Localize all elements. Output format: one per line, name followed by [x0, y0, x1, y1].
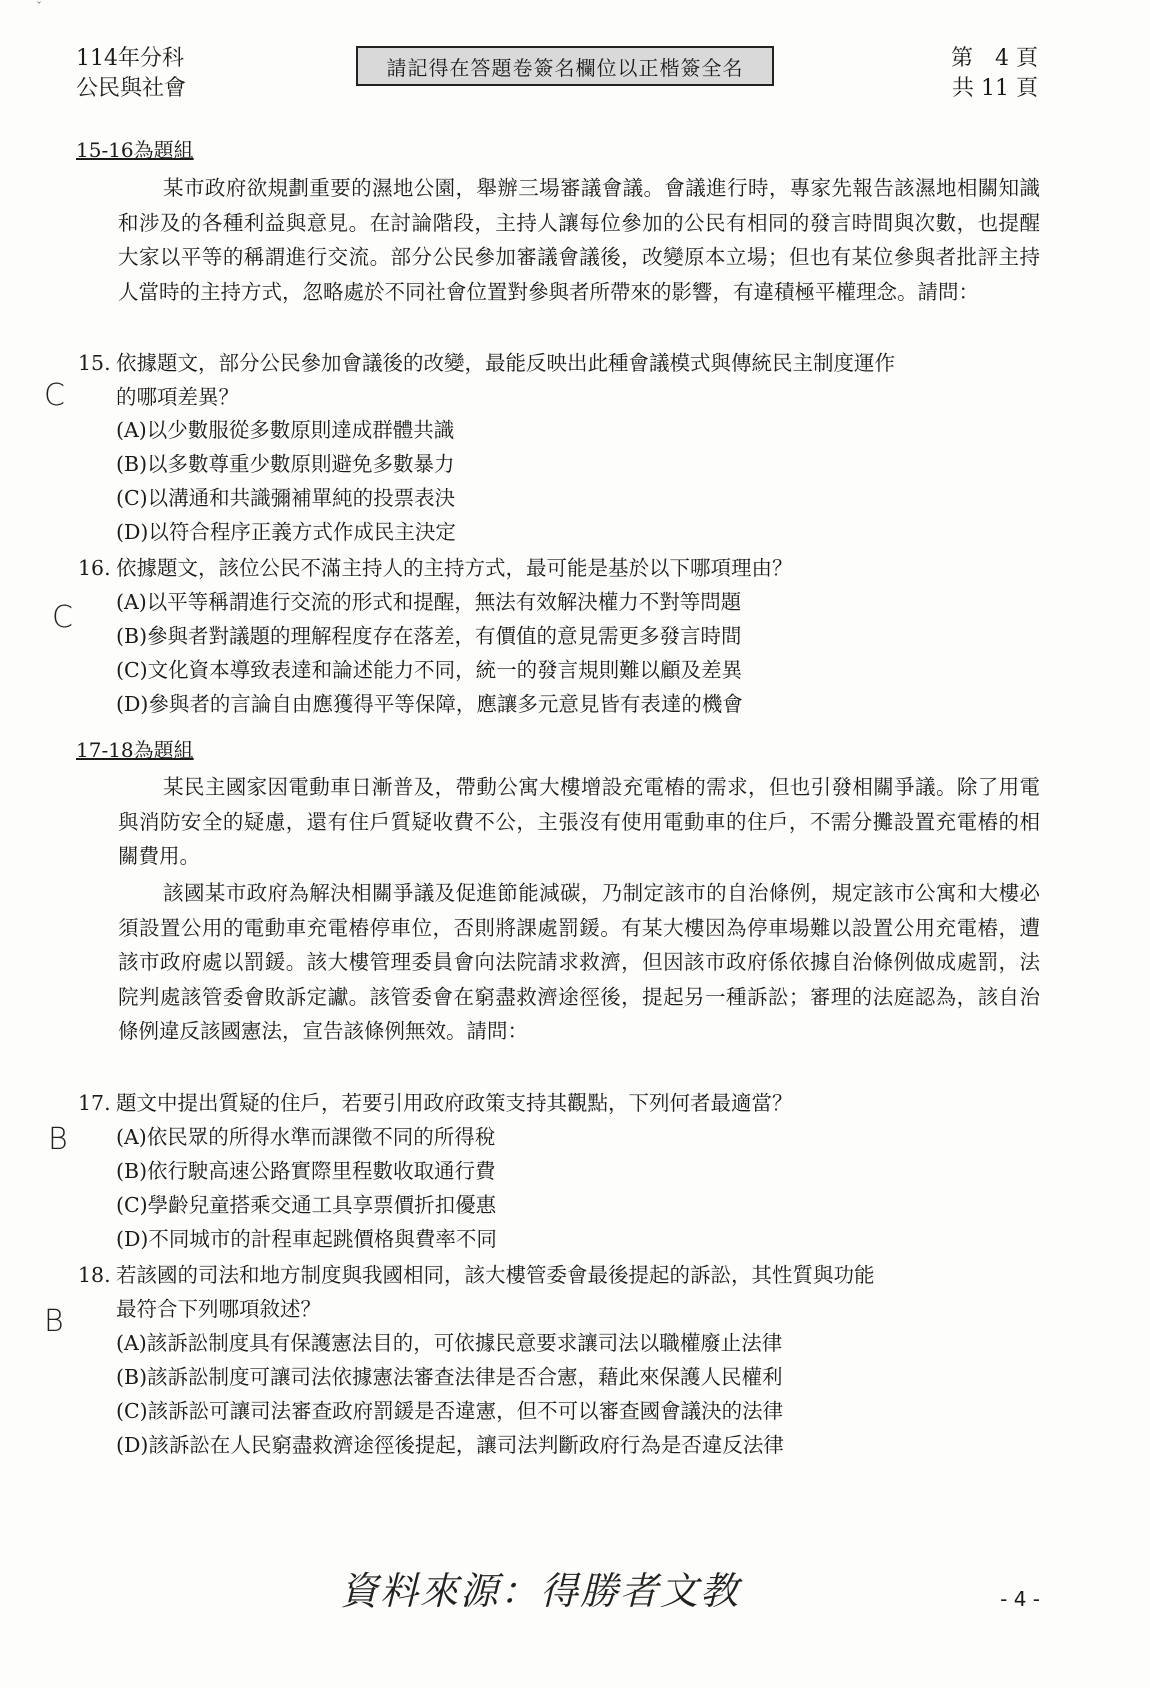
q15-option-b: (B)以多數尊重少數原則避免多數暴力 [116, 452, 455, 476]
handwritten-answer-18: B [44, 1304, 64, 1339]
passage-15-16: 某市政府欲規劃重要的濕地公園，舉辦三場審議會議。會議進行時，專家先報告該濕地相關知識和涉及的各種利益與意見。在討論階段，主持人讓每位參加的公民有相同的發言時間與次數，也提醒大家以平等的稱謂進行交流。部分公民參加審議會議後，改變原本立場；但也有某位參與者批評主持人當時的主持方式，忽略處於不同社會位置對參與者所帶來的影響，有違積極平權理念。請問： [118, 176, 1040, 304]
q16-option-c: (C)文化資本導致表達和論述能力不同，統一的發言規則難以顧及差異 [116, 658, 743, 682]
question-text: 若該國的司法和地方制度與我國相同，該大樓管委會最後提起的訴訟，其性質與功能 [116, 1263, 875, 1287]
handwritten-answer-17: B [48, 1122, 68, 1157]
handwritten-source-note: 資料來源：得勝者文教 [340, 1569, 741, 1613]
question-17-stem [78, 1086, 1044, 1120]
passage-17-18-part2: 該國某市政府為解決相關爭議及促進節能減碳，乃制定該市的自治條例，規定該市公寓和大樓必須設置公用的電動車充電樁停車位，否則將課處罰鍰。有某大樓因為停車場難以設置公用充電樁，遭該市政府處以罰鍰。該大樓管理委員會向法院請求救濟，但因該市政府係依據自治條例做成處罰，法院判處該管委會敗訴定讞。該管委會在窮盡救濟途徑後，提起另一種訴訟；審理的法庭認為，該自治條例違反該國憲法，宣告該條例無效。請問： [118, 881, 1040, 1043]
header-right [951, 44, 1038, 104]
q17-option-a: (A)依民眾的所得水準而課徵不同的所得稅 [116, 1125, 496, 1149]
q18-option-a: (A)該訴訟制度具有保護憲法目的，可依據民意要求讓司法以職權廢止法律 [116, 1331, 783, 1355]
question-number: 17. [78, 1091, 111, 1115]
q17-option-d: (D)不同城市的計程車起跳價格與費率不同 [116, 1227, 497, 1251]
q17-option-b: (B)依行駛高速公路實際里程數收取通行費 [116, 1159, 496, 1183]
subject-name: 公民與社會 [76, 76, 187, 101]
question-text: 題文中提出質疑的住戶，若要引用政府政策支持其觀點，下列何者最適當？ [116, 1091, 793, 1115]
group-title-15-16: 15-16為題組 [76, 138, 194, 162]
page-number: - 4 - [1000, 1587, 1040, 1611]
page-label: 第 4 頁 [951, 46, 1038, 71]
question-number: 15. [78, 351, 111, 375]
question-16-stem [78, 551, 1044, 585]
question-number: 16. [78, 556, 111, 580]
question-text: 依據題文，部分公民參加會議後的改變，最能反映出此種會議模式與傳統民主制度運作 [116, 351, 895, 375]
question-18-stem [78, 1258, 1044, 1292]
q16-option-b: (B)參與者對議題的理解程度存在落差，有價值的意見需更多發言時間 [116, 624, 742, 648]
q18-option-d: (D)該訴訟在人民窮盡救濟途徑後提起，讓司法判斷政府行為是否違反法律 [116, 1433, 784, 1457]
q15-option-c: (C)以溝通和共識彌補單純的投票表決 [116, 486, 456, 510]
q18-option-b: (B)該訴訟制度可讓司法依據憲法審查法律是否合憲，藉此來保護人民權利 [116, 1365, 783, 1389]
header-left [76, 44, 186, 104]
question-number: 18. [78, 1263, 111, 1287]
question-18-stem-cont: 最符合下列哪項敘述？ [116, 1297, 321, 1321]
q16-option-d: (D)參與者的言論自由應獲得平等保障，應讓多元意見皆有表達的機會 [116, 692, 743, 716]
passage-17-18-part1: 某民主國家因電動車日漸普及，帶動公寓大樓增設充電樁的需求，但也引發相關爭議。除了用電與消防安全的疑慮，還有住戶質疑收費不公，主張沒有使用電動車的住戶，不需分攤設置充電樁的相關費用。 [118, 775, 1040, 868]
q15-option-d: (D)以符合程序正義方式作成民主決定 [116, 520, 456, 544]
handwritten-answer-16: C [52, 600, 73, 635]
q18-option-c: (C)該訴訟可讓司法審查政府罰鍰是否違憲，但不可以審查國會議決的法律 [116, 1399, 784, 1423]
group-title-17-18: 17-18為題組 [76, 738, 194, 762]
question-15-stem [78, 346, 1044, 380]
handwritten-answer-15: C [44, 378, 65, 413]
corner-mark: ˇ [36, 0, 42, 14]
question-15-stem-cont: 的哪項差異？ [116, 385, 239, 409]
q17-option-c: (C)學齡兒童搭乘交通工具享票價折扣優惠 [116, 1193, 497, 1217]
signature-notice-banner: 請記得在答題卷簽名欄位以正楷簽全名 [356, 46, 774, 86]
question-text: 依據題文，該位公民不滿主持人的主持方式，最可能是基於以下哪項理由？ [116, 556, 793, 580]
total-pages-label: 共 11 頁 [952, 76, 1038, 101]
q16-option-a: (A)以平等稱謂進行交流的形式和提醒，無法有效解決權力不對等問題 [116, 590, 742, 614]
exam-year: 114年分科 [76, 46, 184, 71]
q15-option-a: (A)以少數服從多數原則達成群體共識 [116, 418, 455, 442]
